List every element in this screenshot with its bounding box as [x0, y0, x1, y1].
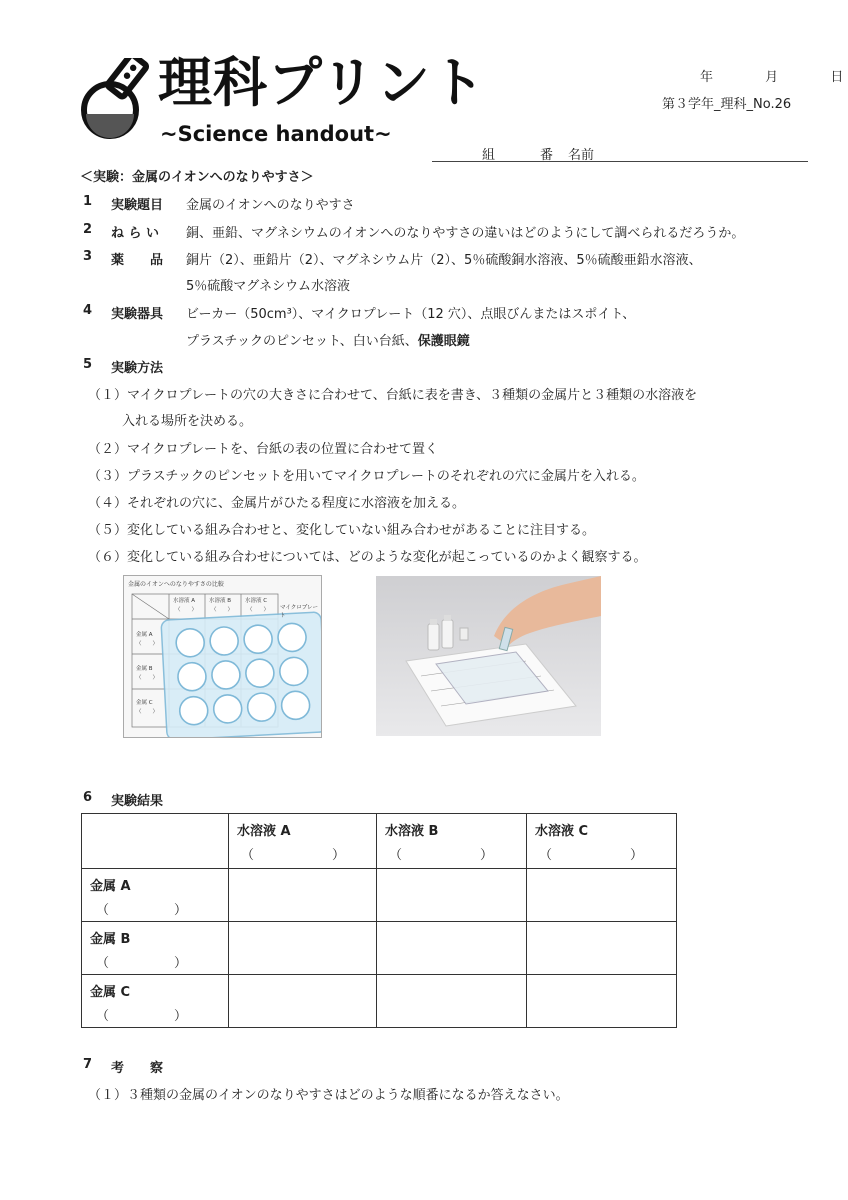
- diagram-col-label: 水溶液 A: [173, 598, 196, 604]
- goggles-text: 保護眼鏡: [417, 334, 470, 349]
- table-row: [82, 975, 677, 1028]
- table-header-cell: [229, 814, 377, 869]
- table-row: [82, 869, 677, 922]
- column-paren: （ ）: [389, 848, 494, 863]
- flask-logo-icon: [80, 58, 156, 146]
- table-header-cell: [377, 814, 527, 869]
- result-cell[interactable]: [527, 922, 677, 975]
- diagram-paren: （ ）: [175, 607, 198, 613]
- table-corner-cell: [82, 814, 229, 869]
- microplate-diagram: [123, 575, 322, 738]
- diagram-paren: （ ）: [247, 607, 270, 613]
- date-fields: [700, 66, 843, 85]
- row-header-cell: [82, 922, 229, 975]
- results-table: [81, 813, 677, 1028]
- section-number: 1: [83, 194, 93, 209]
- section-text: 銅片（2）、亜鉛片（2）、マグネシウム片（2）、5％硫酸銅水溶液、5％硫酸亜鉛水溶液、: [186, 253, 702, 268]
- diagram-paren: （ ）: [211, 607, 234, 613]
- result-cell[interactable]: [527, 975, 677, 1028]
- section-label: 考 察: [111, 1061, 164, 1076]
- section-number: 2: [83, 222, 93, 237]
- experiment-heading: ＜実験：金属のイオンへのなりやすさ＞: [80, 170, 314, 185]
- row-header-cell: [82, 975, 229, 1028]
- ban-label: 番: [540, 148, 554, 163]
- diagram-col-label: 水溶液 C: [245, 598, 268, 604]
- diagram-row-label: 金属 B: [136, 666, 153, 672]
- result-cell[interactable]: [377, 922, 527, 975]
- method-step: （４）それぞれの穴に、金属片がひたる程度に水溶液を加える。: [88, 496, 466, 511]
- diagram-paren: （ ）: [136, 709, 159, 715]
- section-label: 実験題目: [111, 198, 164, 213]
- section-text: 5％硫酸マグネシウム水溶液: [186, 279, 351, 294]
- column-paren: （ ）: [241, 848, 346, 863]
- column-label: 水溶液 A: [237, 824, 291, 839]
- section-number: 3: [83, 249, 93, 264]
- table-row: [82, 922, 677, 975]
- date-year-label: 年: [700, 70, 714, 85]
- section-text: 金属のイオンへのなりやすさ: [186, 198, 355, 213]
- result-cell[interactable]: [527, 869, 677, 922]
- row-paren: （ ）: [96, 956, 188, 971]
- row-paren: （ ）: [96, 903, 188, 918]
- method-step: （６）変化している組み合わせについては、どのような変化が起こっているのかよく観察する。: [88, 550, 647, 565]
- logo-title: 理科プリント: [158, 51, 486, 114]
- section-number: 4: [83, 303, 93, 318]
- section-number: 7: [83, 1057, 93, 1072]
- diagram-paren: （ ）: [136, 675, 159, 681]
- section-label: ね ら い: [111, 226, 160, 241]
- section-label: 実験器具: [111, 307, 164, 322]
- class-id: 第３学年_理科_No.26: [662, 97, 792, 112]
- section-number: 6: [83, 790, 93, 805]
- section-number: 5: [83, 357, 93, 372]
- section-text: ビーカー（50cm³）、マイクロプレート（12 穴）、点眼びんまたはスポイト、: [186, 307, 636, 322]
- diagram-title: 金属のイオンへのなりやすさの比較: [128, 581, 224, 588]
- diagram-row-label: 金属 C: [136, 700, 153, 706]
- row-paren: （ ）: [96, 1009, 188, 1024]
- section-text: [186, 330, 470, 349]
- column-paren: （ ）: [539, 848, 644, 863]
- method-step: （５）変化している組み合わせと、変化していない組み合わせがあることに注目する。: [88, 523, 596, 538]
- kumi-label: 組: [482, 148, 496, 163]
- result-cell[interactable]: [229, 869, 377, 922]
- plate-label: マイクロプレート: [280, 605, 319, 619]
- row-header-cell: [82, 869, 229, 922]
- date-month-label: 月: [765, 70, 779, 85]
- experiment-photo: [376, 576, 601, 736]
- diagram-col-label: 水溶液 B: [209, 598, 232, 604]
- method-step: 入れる場所を決める。: [122, 414, 253, 429]
- result-cell[interactable]: [229, 975, 377, 1028]
- section-label: 実験結果: [111, 794, 164, 809]
- method-step: （１）マイクロプレートの穴の大きさに合わせて、台紙に表を書き、３種類の金属片と３種類の水溶液を: [88, 388, 698, 403]
- table-header-cell: [527, 814, 677, 869]
- section-label: 実験方法: [111, 361, 164, 376]
- section-text: 銅、亜鉛、マグネシウムのイオンへのなりやすさの違いはどのようにして調べられるだろうか。: [186, 226, 745, 241]
- column-label: 水溶液 C: [535, 824, 589, 839]
- result-cell[interactable]: [229, 922, 377, 975]
- diagram-paren: （ ）: [136, 641, 159, 647]
- section-label: 薬 品: [111, 253, 164, 268]
- date-day-label: 日: [830, 70, 844, 85]
- name-field[interactable]: [432, 143, 808, 162]
- logo-subtitle: ~Science handout~: [160, 122, 392, 146]
- row-label: 金属 C: [90, 985, 131, 1000]
- row-label: 金属 B: [90, 932, 131, 947]
- result-cell[interactable]: [377, 975, 527, 1028]
- table-header-row: [82, 814, 677, 869]
- method-step: （２）マイクロプレートを、台紙の表の位置に合わせて置く: [88, 442, 438, 457]
- column-label: 水溶液 B: [385, 824, 439, 839]
- discussion-question: （１）３種類の金属のイオンのなりやすさはどのような順番になるか答えなさい。: [88, 1088, 569, 1103]
- name-label: 名前: [568, 148, 595, 163]
- section-text: プラスチックのピンセット、白い台紙、: [186, 334, 418, 349]
- method-step: （３）プラスチックのピンセットを用いてマイクロプレートのそれぞれの穴に金属片を入れる。: [88, 469, 645, 484]
- result-cell[interactable]: [377, 869, 527, 922]
- row-label: 金属 A: [90, 879, 131, 894]
- diagram-row-label: 金属 A: [136, 632, 153, 638]
